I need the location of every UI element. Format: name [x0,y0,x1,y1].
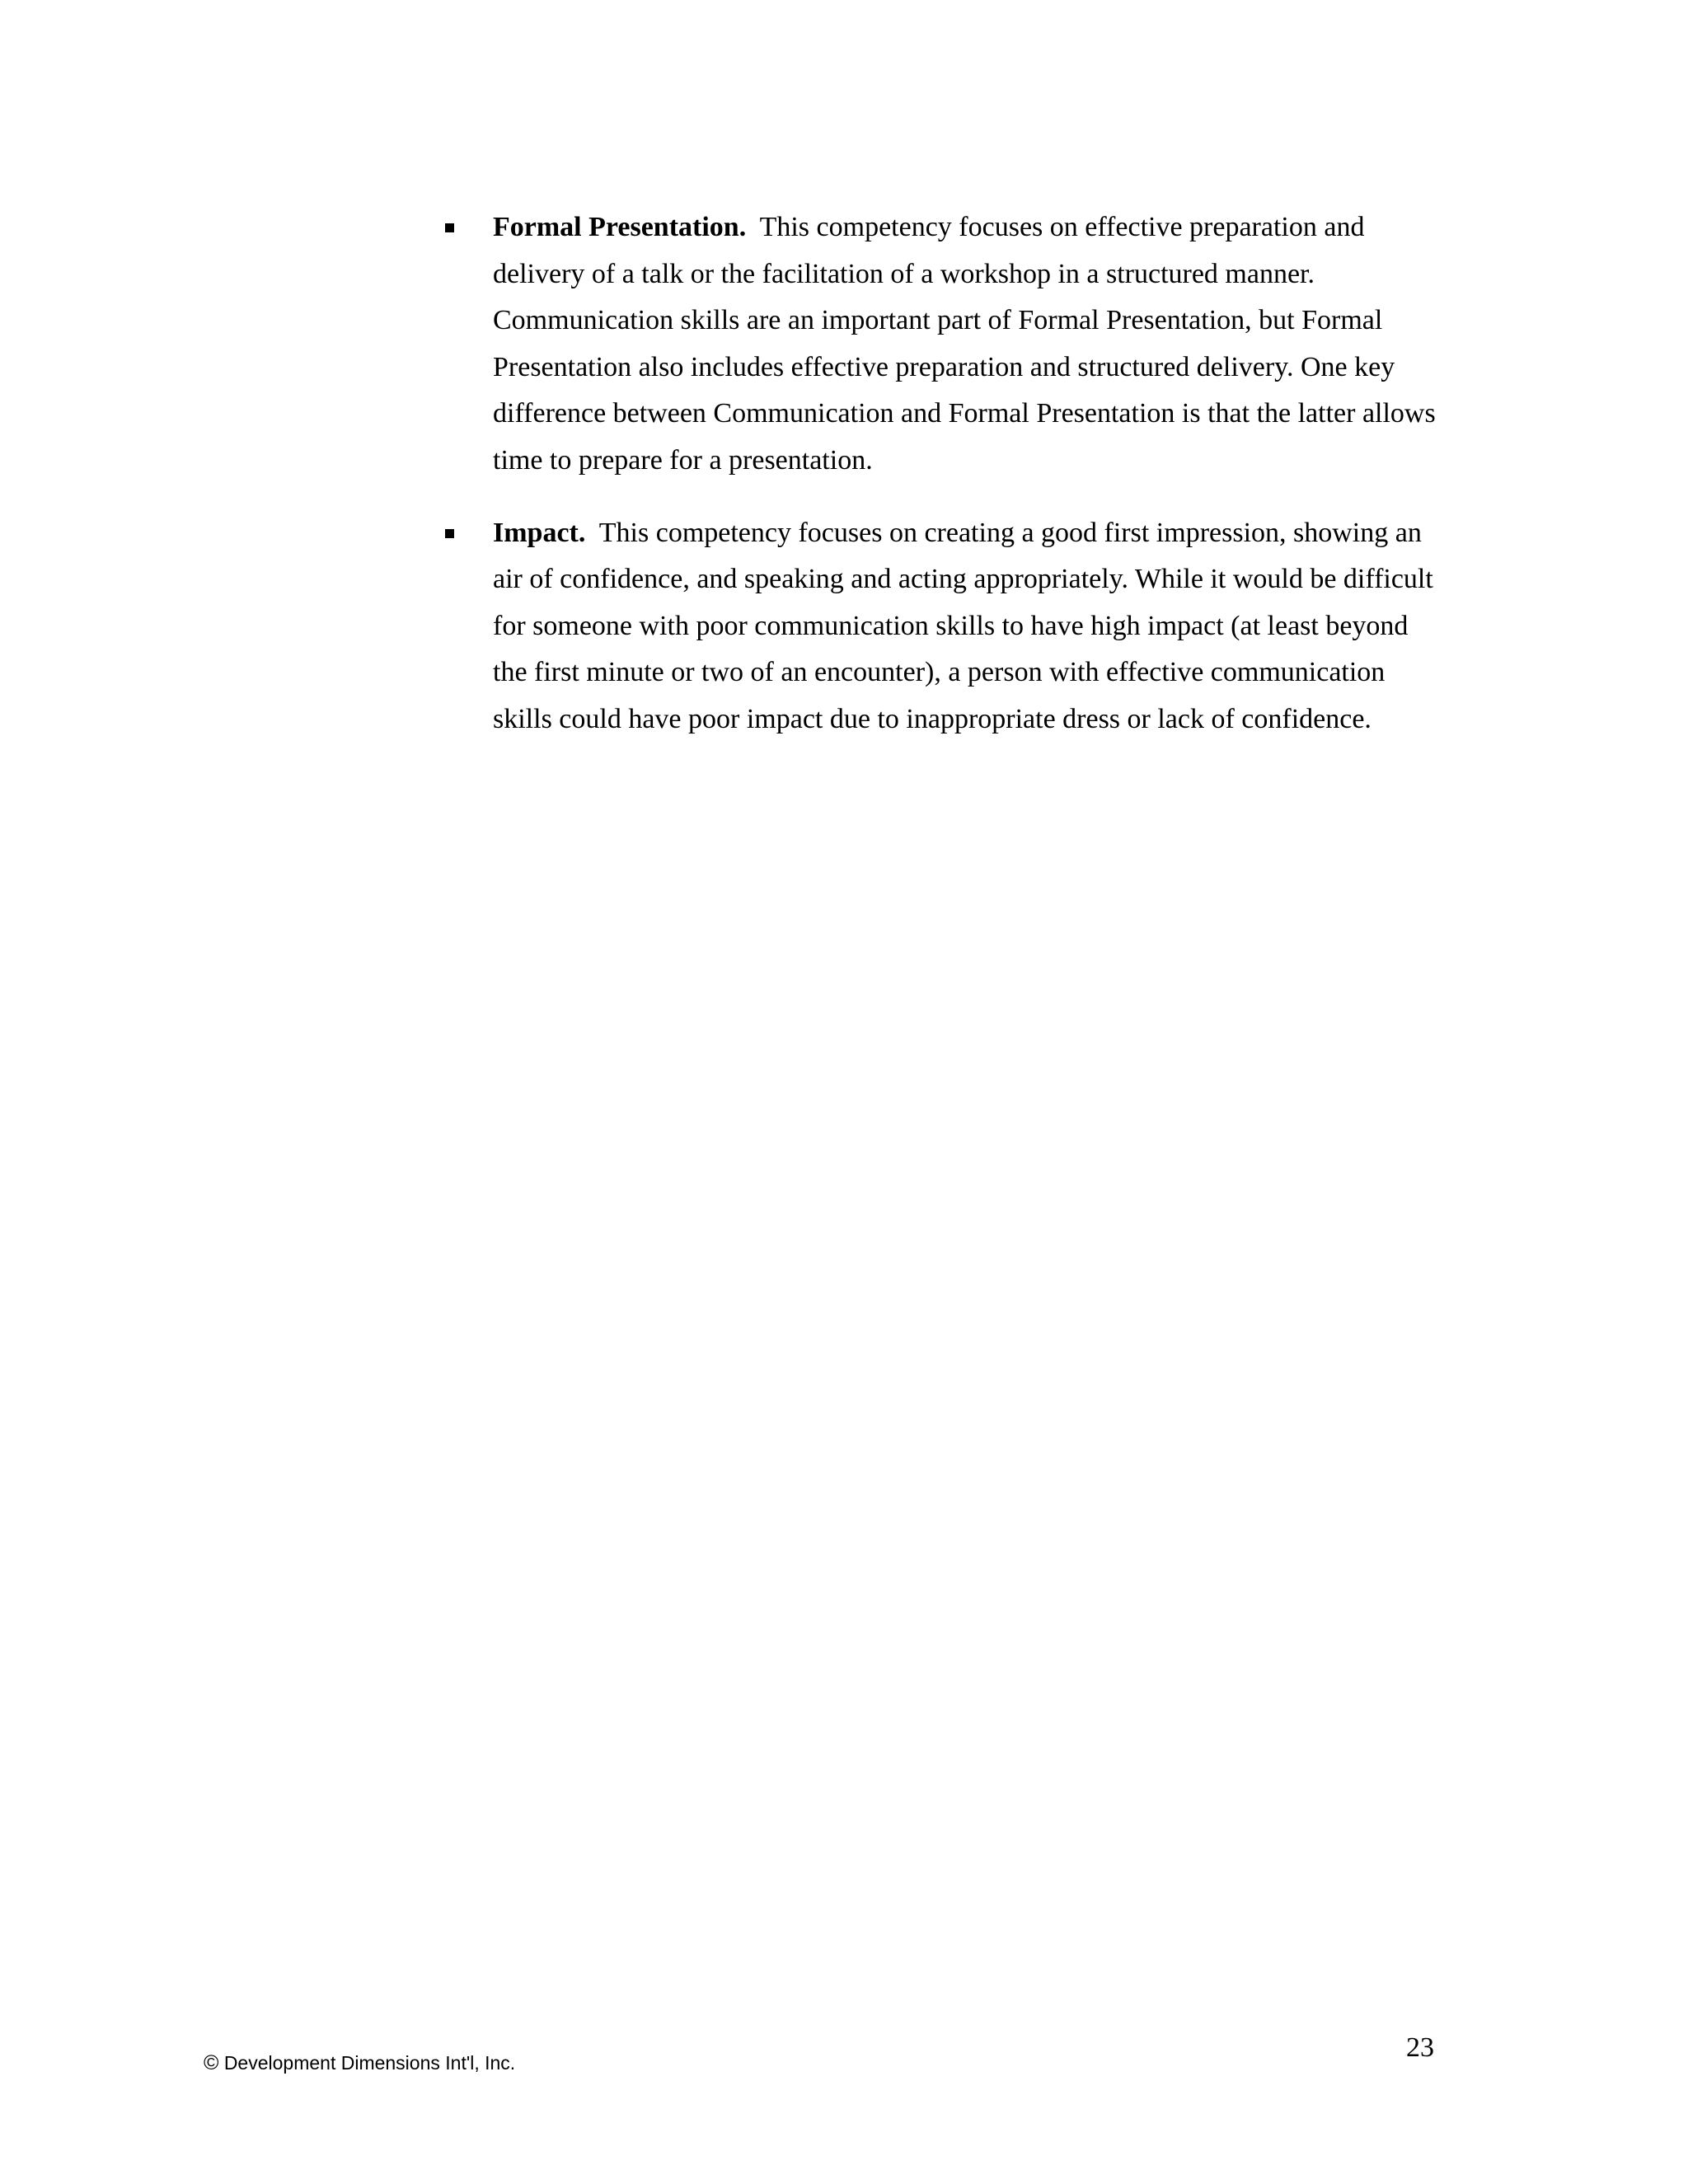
square-bullet-icon [445,223,454,232]
list-item-formal-presentation [442,204,1447,485]
item-title: Impact. [493,517,586,548]
page-number: 23 [1406,2032,1434,2063]
copyright-icon: © [204,2051,219,2074]
item-text: This competency focuses on creating a good first impression, showing an air of confidence, and speaking and acting appropriately. While it would be difficult for someone with poor communication skills to have high impact (at least beyond the first minute or two of an encounter), a person with effective communication skills could have poor impact due to inappropriate dress or lack of confidence. [493,517,1433,734]
copyright-text: Development Dimensions Int'l, Inc. [223,2052,516,2074]
square-bullet-icon [445,529,454,538]
competency-list [442,204,1447,769]
footer-copyright [204,2050,515,2075]
list-item-impact [442,510,1447,743]
item-text: This competency focuses on effective preparation and delivery of a talk or the facilitation of a workshop in a structured manner. Communication skills are an important part of Formal Presentation, but Formal Presentation also includes effective preparation and structured delivery. One key difference between Communication and Formal Presentation is that the latter allows time to prepare for a presentation. [493,212,1436,476]
item-title: Formal Presentation. [493,212,747,242]
